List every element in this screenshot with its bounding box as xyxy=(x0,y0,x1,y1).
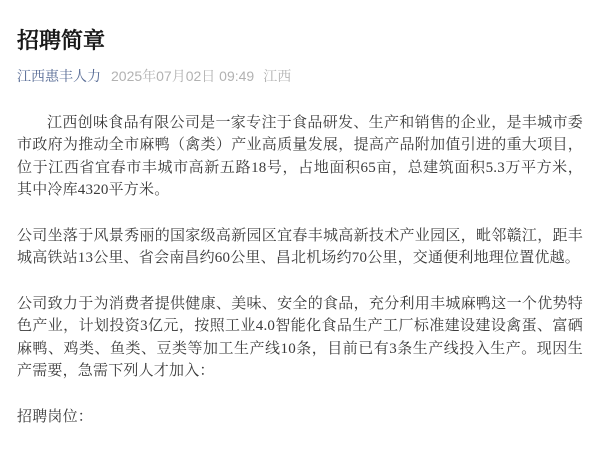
article-meta xyxy=(17,66,583,86)
paragraph: 江西创味食品有限公司是一家专注于食品研发、生产和销售的企业，是丰城市委市政府为推动全市麻鸭（禽类）产业高质量发展，提高产品附加值引进的重大项目，位于江西省宜春市丰城市高新五路18号，占地面积65亩，总建筑面积5.3万平方米，其中冷库4320平方米。 xyxy=(17,114,583,199)
paragraph: 招聘岗位： xyxy=(17,408,94,425)
article-title: 招聘简章 xyxy=(17,28,106,53)
author-link[interactable]: 江西惠丰人力 xyxy=(17,67,101,84)
publish-location: 江西 xyxy=(263,67,292,84)
publish-date: 2025年07月02日 09:49 xyxy=(111,67,255,84)
paragraph: 公司坐落于风景秀丽的国家级高新园区宜春丰城高新技术产业园区，毗邻赣江，距丰城高铁站13公里、省会南昌约60公里、昌北机场约70公里，交通便利地理位置优越。 xyxy=(17,227,583,267)
article-body xyxy=(17,112,583,429)
paragraph: 公司致力于为消费者提供健康、美味、安全的食品，充分利用丰城麻鸭这一个优势特色产业，计划投资3亿元，按照工业4.0智能化食品生产工厂标准建设建设禽蛋、富硒麻鸭、鸡类、鱼类、豆类等加工生产线10条，目前已有3条生产线投入生产。现因生产需要，急需下列人才加入： xyxy=(17,295,583,380)
